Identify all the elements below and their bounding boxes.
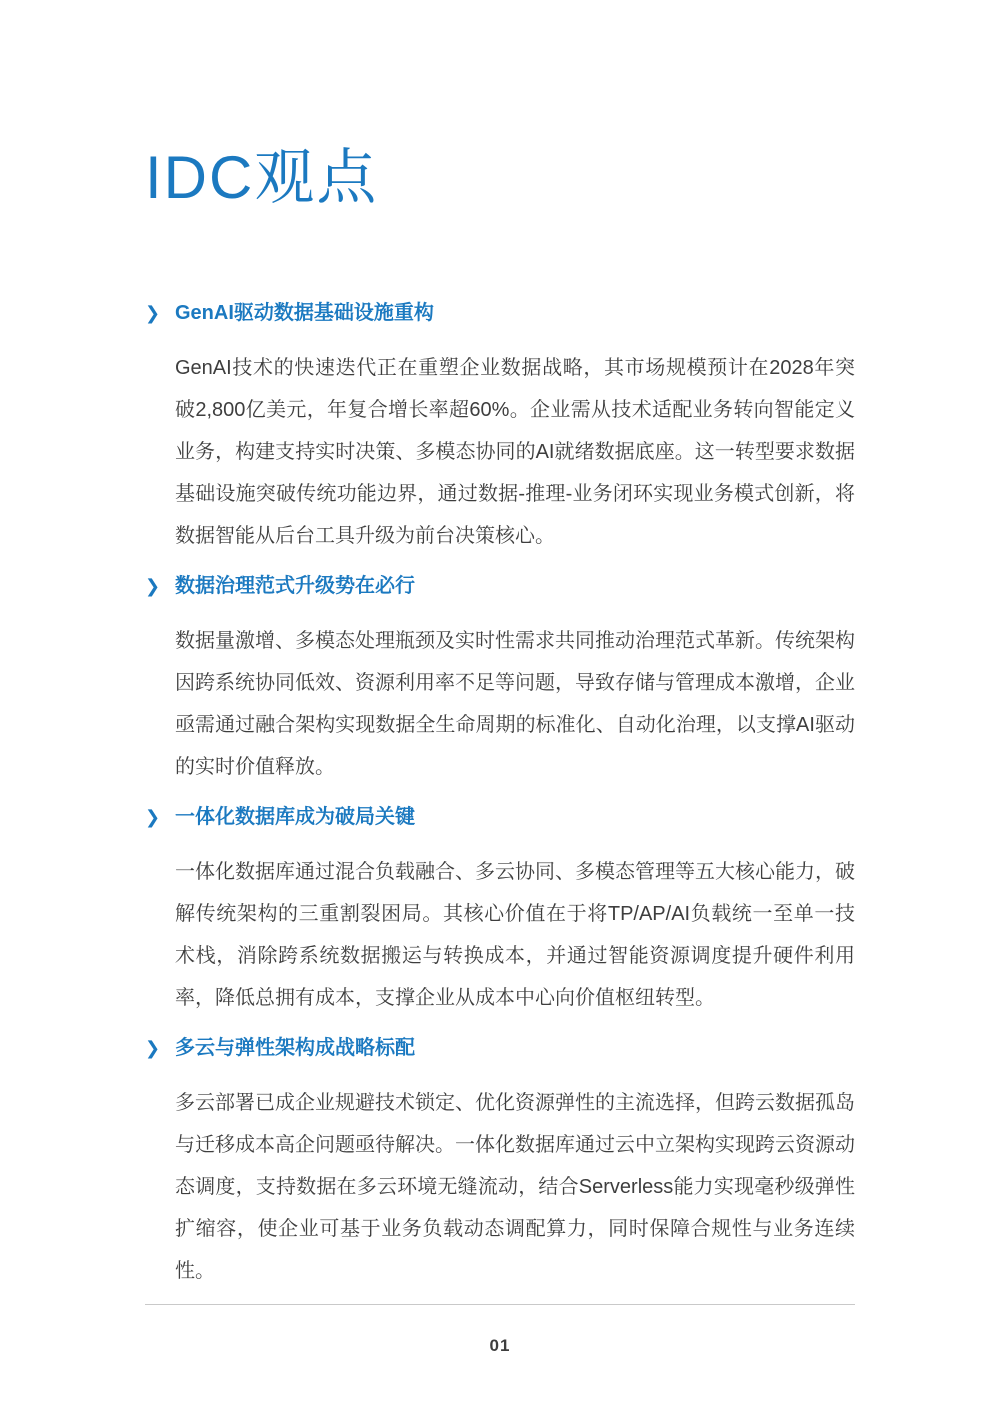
section-body-text: 多云部署已成企业规避技术锁定、优化资源弹性的主流选择，但跨云数据孤岛与迁移成本高企问题亟待解决。一体化数据库通过云中立架构实现跨云资源动态调度，支持数据在多云环境无缝流动，结合Serverless能力实现毫秒级弹性扩缩容，使企业可基于业务负载动态调配算力，同时保障合规性与业务连续性。 (175, 1092, 855, 1282)
section-heading (145, 292, 855, 334)
page-number: 01 (489, 1336, 511, 1355)
page-title: IDC观点 (145, 144, 379, 211)
section-heading (145, 565, 855, 607)
report-section (145, 1027, 855, 1292)
section-body-text: 数据量激增、多模态处理瓶颈及实时性需求共同推动治理范式革新。传统架构因跨系统协同低效、资源利用率不足等问题，导致存储与管理成本激增，企业亟需通过融合架构实现数据全生命周期的标准化、自动化治理，以支撑AI驱动的实时价值释放。 (175, 630, 855, 778)
report-section (145, 292, 855, 557)
chevron-right-icon: ❯ (145, 303, 161, 323)
report-section (145, 565, 855, 788)
sections-container (145, 292, 855, 1292)
footer-divider (145, 1304, 855, 1305)
chevron-right-icon: ❯ (145, 576, 161, 596)
section-heading-text: 一体化数据库成为破局关键 (175, 806, 415, 828)
section-heading-text: 多云与弹性架构成战略标配 (175, 1037, 415, 1059)
section-body-text: 一体化数据库通过混合负载融合、多云协同、多模态管理等五大核心能力，破解传统架构的三重割裂困局。其核心价值在于将TP/AP/AI负载统一至单一技术栈，消除跨系统数据搬运与转换成本，并通过智能资源调度提升硬件利用率，降低总拥有成本，支撑企业从成本中心向价值枢纽转型。 (175, 861, 855, 1009)
section-body-text: GenAI技术的快速迭代正在重塑企业数据战略，其市场规模预计在2028年突破2,800亿美元，年复合增长率超60%。企业需从技术适配业务转向智能定义业务，构建支持实时决策、多模态协同的AI就绪数据底座。这一转型要求数据基础设施突破传统功能边界，通过数据-推理-业务闭环实现业务模式创新，将数据智能从后台工具升级为前台决策核心。 (175, 357, 855, 547)
section-heading (145, 1027, 855, 1069)
section-heading (145, 796, 855, 838)
section-heading-text: 数据治理范式升级势在必行 (175, 575, 415, 597)
chevron-right-icon: ❯ (145, 807, 161, 827)
section-heading-text: GenAI驱动数据基础设施重构 (175, 302, 434, 324)
report-section (145, 796, 855, 1019)
chevron-right-icon: ❯ (145, 1038, 161, 1058)
